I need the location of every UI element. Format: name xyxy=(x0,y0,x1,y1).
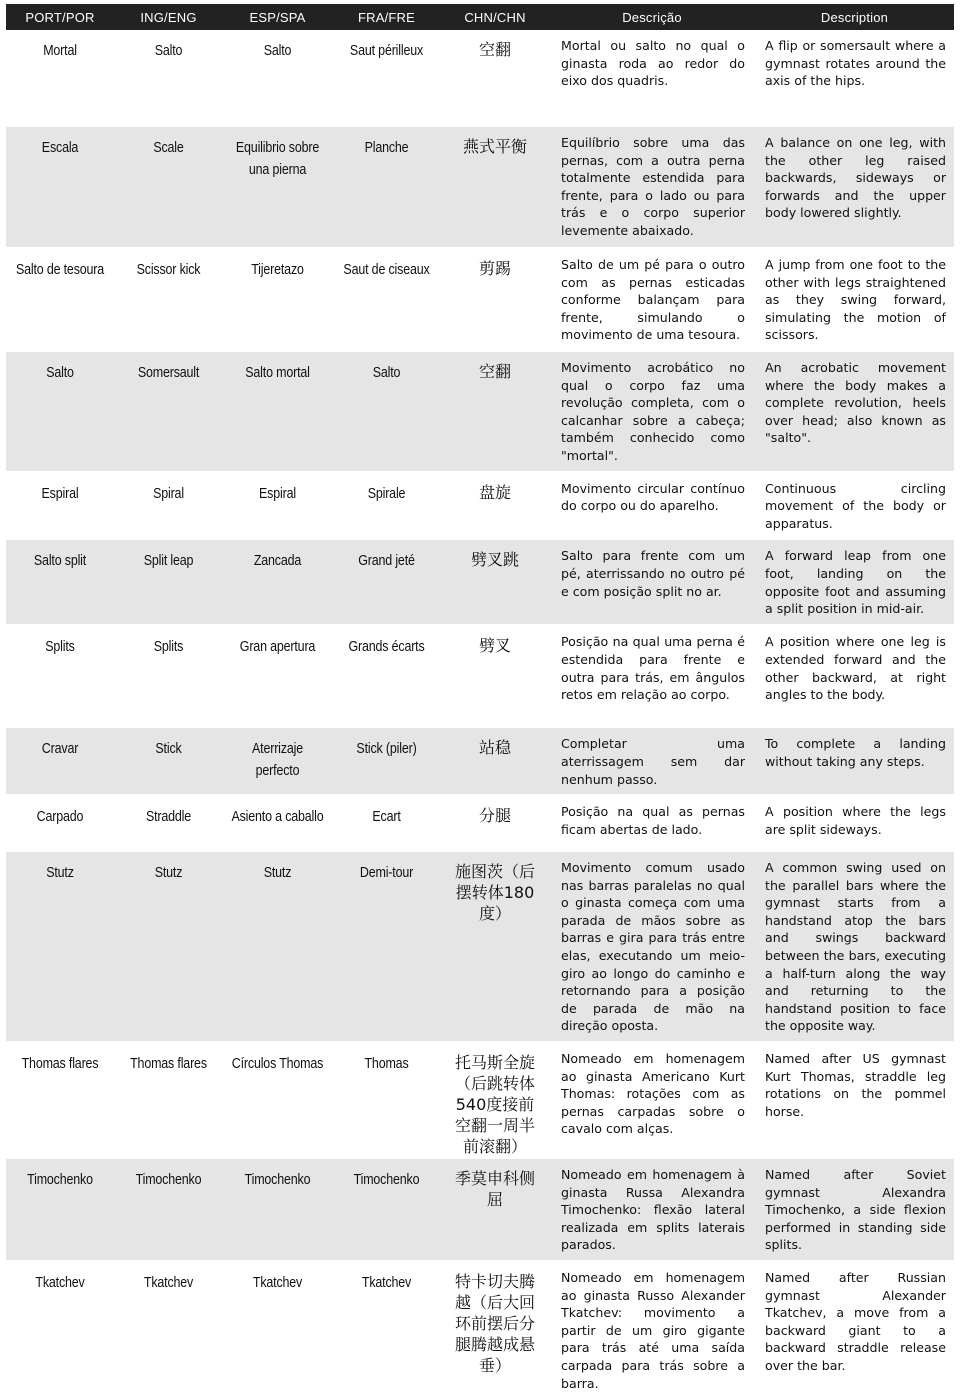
cell-descricao xyxy=(549,248,755,351)
cell-eng xyxy=(114,472,223,540)
cell-descricao xyxy=(549,30,755,126)
cell-fra xyxy=(332,472,441,540)
cell-spa xyxy=(223,851,332,1042)
cell-description-text: Named after Soviet gymnast Alexandra Timochenko, a side flexion performed in standing side splits. xyxy=(765,1167,946,1253)
header-chn: CHN/CHN xyxy=(441,4,549,30)
cell-descricao xyxy=(549,851,755,1042)
cell-chn xyxy=(441,126,549,248)
cell-spa xyxy=(223,795,332,851)
cell-eng xyxy=(114,351,223,472)
cell-eng xyxy=(114,1158,223,1261)
cell-chn xyxy=(441,472,549,540)
cell-chn-text: 燕式平衡 xyxy=(462,137,527,156)
cell-fra-text: Spirale xyxy=(367,485,406,502)
cell-chn-text: 剪踢 xyxy=(478,259,511,278)
cell-por-text: Stutz xyxy=(46,865,74,882)
cell-por xyxy=(6,472,114,540)
cell-descricao-text: Nomeado em homenagem ao ginasta Americano Kurt Thomas: rotações com as pernas carpadas sobre o cavalo com alças. xyxy=(561,1051,745,1137)
cell-spa-text: Salto xyxy=(263,43,292,59)
cell-descricao-text: Equilíbrio sobre uma das pernas, com a outra perna totalmente estendida para frente, para o lado ou para trás e o corpo superior levemente abaixado. xyxy=(561,135,745,238)
cell-descricao-text: Nomeado em homenagem ao ginasta Russo Alexander Tkatchev: movimento a partir de um giro gigante para trás até uma saída carpada para trás sobre a barra. xyxy=(561,1270,745,1391)
cell-spa xyxy=(223,1042,332,1158)
cell-description-text: A position where the legs are split sideways. xyxy=(765,804,946,837)
cell-por-text: Cravar xyxy=(41,741,79,758)
cell-description xyxy=(755,30,954,126)
cell-eng xyxy=(114,727,223,795)
cell-description-text: A flip or somersault where a gymnast rotates around the axis of the hips. xyxy=(765,38,946,89)
cell-fra-text: Tkatchev xyxy=(361,1275,412,1291)
table-row xyxy=(6,351,954,472)
cell-por xyxy=(6,851,114,1042)
cell-fra-text: Ecart xyxy=(372,809,401,826)
cell-por-text: Carpado xyxy=(36,809,84,826)
cell-description xyxy=(755,727,954,795)
cell-descricao xyxy=(549,625,755,727)
header-description: Description xyxy=(755,4,954,30)
header-spa: ESP/SPA xyxy=(223,4,332,30)
cell-descricao-text: Posição na qual uma perna é estendida para frente e outra para trás, em ângulos retos em relação ao corpo. xyxy=(561,634,745,703)
cell-description xyxy=(755,851,954,1042)
cell-spa xyxy=(223,1261,332,1398)
cell-por xyxy=(6,727,114,795)
cell-spa-text: Aterrizaje perfecto xyxy=(252,741,303,780)
table-row xyxy=(6,625,954,727)
cell-por-text: Timochenko xyxy=(27,1172,93,1189)
cell-eng-text: Thomas flares xyxy=(130,1056,207,1073)
cell-descricao xyxy=(549,1042,755,1158)
cell-chn xyxy=(441,851,549,1042)
cell-fra xyxy=(332,1158,441,1261)
cell-chn xyxy=(441,539,549,625)
cell-fra xyxy=(332,351,441,472)
cell-por-text: Escala xyxy=(41,140,79,156)
cell-fra xyxy=(332,625,441,727)
header-fra: FRA/FRE xyxy=(332,4,441,30)
table-row xyxy=(6,248,954,351)
table-row xyxy=(6,539,954,625)
cell-spa-text: Tijeretazo xyxy=(251,262,304,278)
cell-por-text: Salto split xyxy=(33,553,87,570)
header-eng: ING/ENG xyxy=(114,4,223,30)
cell-description xyxy=(755,472,954,540)
cell-por-text: Splits xyxy=(45,639,75,656)
cell-por-text: Espiral xyxy=(41,485,79,502)
cell-por xyxy=(6,539,114,625)
cell-eng xyxy=(114,126,223,248)
cell-spa-text: Gran apertura xyxy=(239,639,316,656)
cell-eng-text: Stick xyxy=(155,741,182,758)
cell-chn-text: 季莫申科侧屈 xyxy=(454,1169,535,1210)
table-row xyxy=(6,795,954,851)
cell-chn xyxy=(441,1158,549,1261)
cell-description xyxy=(755,625,954,727)
cell-chn-text: 站稳 xyxy=(478,738,511,758)
cell-por xyxy=(6,795,114,851)
cell-descricao xyxy=(549,472,755,540)
cell-spa xyxy=(223,539,332,625)
header-port: PORT/POR xyxy=(6,4,114,30)
cell-spa-text: Timochenko xyxy=(244,1172,311,1189)
cell-description-text: Continuous circling movement of the body or apparatus. xyxy=(765,480,946,531)
cell-chn-text: 盘旋 xyxy=(478,482,511,502)
cell-spa-text: Círculos Thomas xyxy=(231,1056,324,1073)
table-row xyxy=(6,851,954,1042)
cell-eng xyxy=(114,1261,223,1398)
cell-spa xyxy=(223,248,332,351)
cell-eng-text: Tkatchev xyxy=(143,1275,194,1291)
table-row xyxy=(6,1042,954,1158)
cell-fra xyxy=(332,851,441,1042)
header-descricao: Descrição xyxy=(549,4,755,30)
cell-descricao-text: Movimento circular contínuo do corpo ou do aparelho. xyxy=(561,480,745,514)
cell-fra-text: Timochenko xyxy=(353,1172,420,1189)
table-row xyxy=(6,472,954,540)
cell-description-text: To complete a landing without taking any steps. xyxy=(765,736,946,769)
cell-eng xyxy=(114,539,223,625)
cell-spa xyxy=(223,727,332,795)
cell-descricao xyxy=(549,795,755,851)
cell-por xyxy=(6,1261,114,1398)
cell-descricao-text: Posição na qual as pernas ficam abertas de lado. xyxy=(561,804,745,837)
cell-description xyxy=(755,539,954,625)
cell-eng-text: Scale xyxy=(153,140,184,156)
cell-por xyxy=(6,1042,114,1158)
cell-descricao-text: Movimento acrobático no qual o corpo faz uma revolução completa, com o calcanhar sobre a cabeça; também conhecido como "mortal". xyxy=(561,359,745,463)
cell-eng xyxy=(114,248,223,351)
cell-eng xyxy=(114,851,223,1042)
glossary-table xyxy=(6,4,954,1398)
cell-fra xyxy=(332,126,441,248)
cell-fra xyxy=(332,795,441,851)
cell-chn-text: 劈叉 xyxy=(478,636,511,656)
cell-chn-text: 特卡切夫腾越（后大回环前摆后分腿腾越成悬垂） xyxy=(454,1272,535,1375)
cell-fra-text: Saut périlleux xyxy=(349,43,424,59)
cell-spa-text: Tkatchev xyxy=(252,1275,303,1291)
cell-por-text: Tkatchev xyxy=(35,1275,85,1291)
cell-por xyxy=(6,1158,114,1261)
cell-spa xyxy=(223,30,332,126)
cell-description-text: A jump from one foot to the other with legs straightened as they swing forward, simulating the motion of scissors. xyxy=(765,257,946,343)
cell-chn-text: 托马斯全旋（后跳转体540度接前空翻一周半前滚翻） xyxy=(454,1053,535,1157)
gymnastics-glossary xyxy=(6,4,954,1398)
cell-spa xyxy=(223,625,332,727)
cell-por xyxy=(6,625,114,727)
cell-fra xyxy=(332,248,441,351)
cell-eng-text: Somersault xyxy=(137,364,200,381)
cell-description-text: A common swing used on the parallel bars where the gymnast starts from a handstand atop the bars and swings backward between the bars, executing a half-turn along the way and returning to the handstand position to face the opposite way. xyxy=(765,860,946,1034)
cell-description xyxy=(755,126,954,248)
cell-spa xyxy=(223,351,332,472)
cell-por-text: Thomas flares xyxy=(21,1056,99,1073)
cell-description-text: An acrobatic movement where the body makes a complete revolution, heels over head; also known as "salto". xyxy=(765,359,946,446)
cell-description-text: Named after US gymnast Kurt Thomas, straddle leg rotations on the pommel horse. xyxy=(765,1051,946,1119)
cell-spa-text: Stutz xyxy=(263,865,292,882)
cell-spa-text: Zancada xyxy=(253,553,302,570)
cell-fra-text: Grand jeté xyxy=(358,553,415,570)
cell-chn-text: 空翻 xyxy=(478,40,511,59)
cell-chn xyxy=(441,795,549,851)
cell-chn-text: 劈叉跳 xyxy=(470,550,519,570)
cell-chn-text: 空翻 xyxy=(478,361,511,381)
table-row xyxy=(6,1158,954,1261)
cell-eng-text: Split leap xyxy=(143,553,194,570)
cell-eng xyxy=(114,1042,223,1158)
cell-fra xyxy=(332,30,441,126)
cell-descricao xyxy=(549,351,755,472)
cell-fra-text: Planche xyxy=(364,140,409,156)
cell-descricao-text: Nomeado em homenagem à ginasta Russa Alexandra Timochenko: flexão lateral realizada em splits laterais parados. xyxy=(561,1167,745,1253)
cell-por xyxy=(6,248,114,351)
cell-fra-text: Saut de ciseaux xyxy=(343,262,430,278)
cell-description xyxy=(755,1042,954,1158)
cell-description xyxy=(755,351,954,472)
cell-chn xyxy=(441,1261,549,1398)
cell-chn xyxy=(441,625,549,727)
cell-description-text: A forward leap from one foot, landing on the opposite foot and assuming a split position in mid-air. xyxy=(765,548,946,617)
table-row xyxy=(6,727,954,795)
cell-fra xyxy=(332,1261,441,1398)
cell-descricao-text: Salto de um pé para o outro com as pernas esticadas conforme balançam para frente, simulando o movimento de uma tesoura. xyxy=(561,257,745,343)
cell-eng-text: Salto xyxy=(154,43,183,59)
cell-descricao xyxy=(549,1261,755,1398)
cell-eng-text: Straddle xyxy=(145,809,192,826)
cell-description xyxy=(755,1261,954,1398)
cell-por xyxy=(6,126,114,248)
cell-eng-text: Scissor kick xyxy=(136,262,201,278)
cell-por xyxy=(6,30,114,126)
cell-chn xyxy=(441,30,549,126)
cell-descricao xyxy=(549,539,755,625)
cell-por-text: Mortal xyxy=(43,43,77,59)
cell-eng-text: Stutz xyxy=(154,865,183,882)
cell-description-text: Named after Russian gymnast Alexander Tkatchev, a move from a backward giant to a backward straddle release over the bar. xyxy=(765,1270,946,1373)
cell-spa-text: Equilibrio sobre una pierna xyxy=(235,140,320,178)
cell-chn-text: 分腿 xyxy=(478,806,511,826)
cell-descricao-text: Mortal ou salto no qual o ginasta roda ao redor do eixo dos quadris. xyxy=(561,38,745,89)
cell-descricao-text: Movimento comum usado nas barras paralelas no qual o ginasta começa com uma parada de mãos sobre as barras e gira para trás entre elas, executando um meio-giro ao longo do caminho e retornando para a posição de parada de mão na direção oposta. xyxy=(561,860,745,1034)
cell-chn xyxy=(441,727,549,795)
cell-por-text: Salto de tesoura xyxy=(15,262,105,278)
cell-description xyxy=(755,795,954,851)
cell-eng-text: Timochenko xyxy=(135,1172,202,1189)
cell-eng-text: Spiral xyxy=(153,485,184,502)
cell-descricao-text: Completar uma aterrissagem sem dar nenhum passo. xyxy=(561,736,745,787)
cell-spa-text: Espiral xyxy=(259,485,296,502)
cell-chn xyxy=(441,1042,549,1158)
table-row xyxy=(6,30,954,126)
cell-descricao xyxy=(549,126,755,248)
cell-description-text: A position where one leg is extended forward and the other backward, at right angles to the body. xyxy=(765,634,946,703)
cell-descricao xyxy=(549,1158,755,1261)
header-row xyxy=(6,4,954,30)
cell-description xyxy=(755,248,954,351)
cell-por xyxy=(6,351,114,472)
cell-spa xyxy=(223,126,332,248)
cell-chn-text: 施图茨（后摆转体180度） xyxy=(454,862,535,924)
cell-fra-text: Salto xyxy=(372,364,401,381)
cell-fra-text: Stick (piler) xyxy=(356,741,417,758)
cell-fra xyxy=(332,727,441,795)
cell-fra-text: Grands écarts xyxy=(348,639,425,656)
cell-spa-text: Salto mortal xyxy=(245,364,310,381)
cell-fra-text: Demi-tour xyxy=(359,865,414,882)
cell-fra xyxy=(332,539,441,625)
cell-chn xyxy=(441,248,549,351)
cell-description xyxy=(755,1158,954,1261)
cell-spa xyxy=(223,1158,332,1261)
cell-spa-text: Asiento a caballo xyxy=(231,809,324,826)
cell-eng xyxy=(114,795,223,851)
cell-eng xyxy=(114,625,223,727)
cell-fra-text: Thomas xyxy=(364,1056,409,1073)
cell-por-text: Salto xyxy=(46,364,74,381)
cell-chn xyxy=(441,351,549,472)
cell-spa xyxy=(223,472,332,540)
cell-descricao xyxy=(549,727,755,795)
cell-description-text: A balance on one leg, with the other leg raised backwards, sideways or forwards and the upper body lowered slightly. xyxy=(765,135,946,221)
table-row xyxy=(6,1261,954,1398)
cell-eng-text: Splits xyxy=(153,639,184,656)
table-row xyxy=(6,126,954,248)
cell-descricao-text: Salto para frente com um pé, aterrissando no outro pé e com posição split no ar. xyxy=(561,548,745,599)
cell-eng xyxy=(114,30,223,126)
cell-fra xyxy=(332,1042,441,1158)
